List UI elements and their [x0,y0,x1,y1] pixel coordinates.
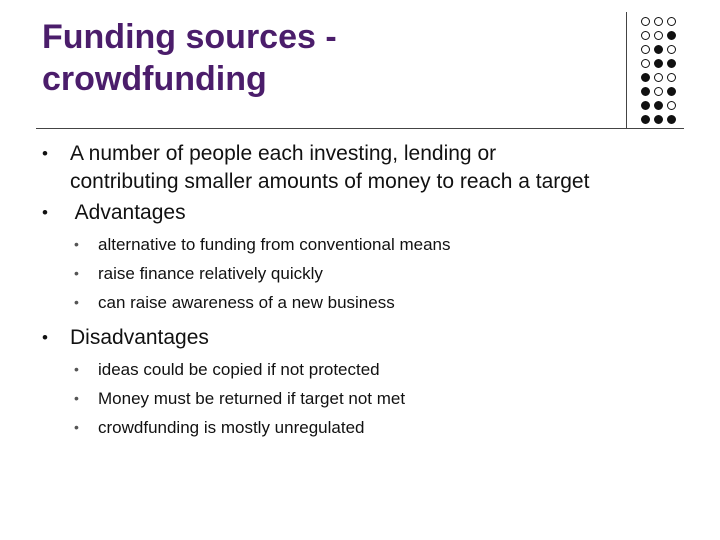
filled-dot-icon [654,59,663,68]
empty-dot-icon [667,45,676,54]
disadvantages-heading: Disadvantages [70,326,209,349]
title-line-1: Funding sources - [42,18,337,56]
advantage-item [30,288,690,317]
filled-dot-icon [667,87,676,96]
advantage-item-text: can raise awareness of a new business [98,293,395,312]
advantage-item [30,259,690,288]
disadvantage-item [30,384,690,413]
filled-dot-icon [641,101,650,110]
empty-dot-icon [654,31,663,40]
bullet-icon: • [42,328,48,347]
disadvantage-item-text: ideas could be copied if not protected [98,360,380,379]
empty-dot-icon [654,73,663,82]
vertical-divider [626,12,627,128]
advantages-heading: Advantages [70,201,186,224]
sub-bullet-icon: • [74,265,79,281]
bullet-advantages [30,199,690,227]
bullet-icon: • [42,203,48,222]
disadvantage-item [30,413,690,442]
bullet-description-line-2: contributing smaller amounts of money to reach a target [70,170,590,193]
horizontal-divider [36,128,684,129]
bullet-description [30,140,690,196]
empty-dot-icon [641,59,650,68]
title-line-2: crowdfunding [42,60,267,98]
empty-dot-icon [654,17,663,26]
empty-dot-icon [641,17,650,26]
bullet-description-line-1: A number of people each investing, lending or [70,142,497,165]
disadvantage-item-text: crowdfunding is mostly unregulated [98,418,365,437]
filled-dot-icon [641,87,650,96]
filled-dot-icon [641,73,650,82]
sub-bullet-icon: • [74,390,79,406]
sub-bullet-icon: • [74,419,79,435]
bullet-icon: • [42,144,48,163]
filled-dot-icon [667,115,676,124]
advantage-item-text: raise finance relatively quickly [98,264,323,283]
bullet-disadvantages [30,324,690,352]
sub-bullet-icon: • [74,236,79,252]
sub-bullet-icon: • [74,361,79,377]
filled-dot-icon [667,59,676,68]
advantage-item-text: alternative to funding from conventional means [98,235,451,254]
filled-dot-icon [654,101,663,110]
slide-body [30,140,690,442]
slide-title [42,16,602,100]
filled-dot-icon [654,45,663,54]
empty-dot-icon [641,31,650,40]
sub-bullet-icon: • [74,294,79,310]
filled-dot-icon [667,31,676,40]
empty-dot-icon [641,45,650,54]
filled-dot-icon [654,115,663,124]
disadvantage-item [30,355,690,384]
empty-dot-icon [654,87,663,96]
advantage-item [30,230,690,259]
empty-dot-icon [667,101,676,110]
empty-dot-icon [667,17,676,26]
disadvantage-item-text: Money must be returned if target not met [98,389,406,408]
dot-grid-decoration [640,16,678,126]
empty-dot-icon [667,73,676,82]
filled-dot-icon [641,115,650,124]
